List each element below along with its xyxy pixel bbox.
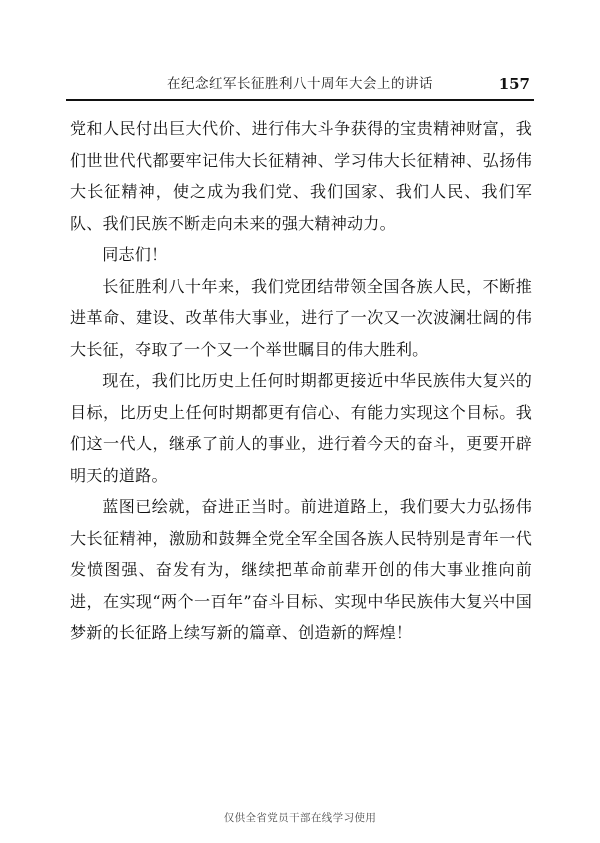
page-number: 157: [498, 75, 530, 93]
paragraph: 蓝图已绘就，奋进正当时。前进道路上，我们要大力弘扬伟大长征精神，激励和鼓舞全党全军全国各族人民特别是青年一代发愤图强、奋发有为，继续把革命前辈开创的伟大事业推向前进，在实现“两个一百年”奋斗目标、实现中华民族伟大复兴中国梦新的长征路上续写新的篇章、创造新的辉煌！: [70, 497, 532, 642]
page-header: [70, 72, 530, 92]
paragraph: 长征胜利八十年来，我们党团结带领全国各族人民，不断推进革命、建设、改革伟大事业，进行了一次又一次波澜壮阔的伟大长征，夺取了一个又一个举世瞩目的伟大胜利。: [70, 276, 532, 359]
page-header-inner: [70, 72, 530, 92]
body-text: [70, 113, 532, 649]
paragraph: 同志们！: [102, 245, 168, 264]
paragraph: 党和人民付出巨大代价、进行伟大斗争获得的宝贵精神财富，我们世世代代都要牢记伟大长征精神、学习伟大长征精神、弘扬伟大长征精神，使之成为我们党、我们国家、我们人民、我们军队、我们民族不断走向未来的强大精神动力。: [70, 119, 532, 233]
paragraph: 现在，我们比历史上任何时期都更接近中华民族伟大复兴的目标，比历史上任何时期都更有信心、有能力实现这个目标。我们这一代人，继承了前人的事业，进行着今天的奋斗，更要开辟明天的道路。: [70, 371, 532, 485]
header-rule: [66, 99, 534, 101]
footer-notice: 仅供全省党员干部在线学习使用: [223, 812, 377, 824]
running-title: 在纪念红军长征胜利八十周年大会上的讲话: [167, 76, 433, 92]
